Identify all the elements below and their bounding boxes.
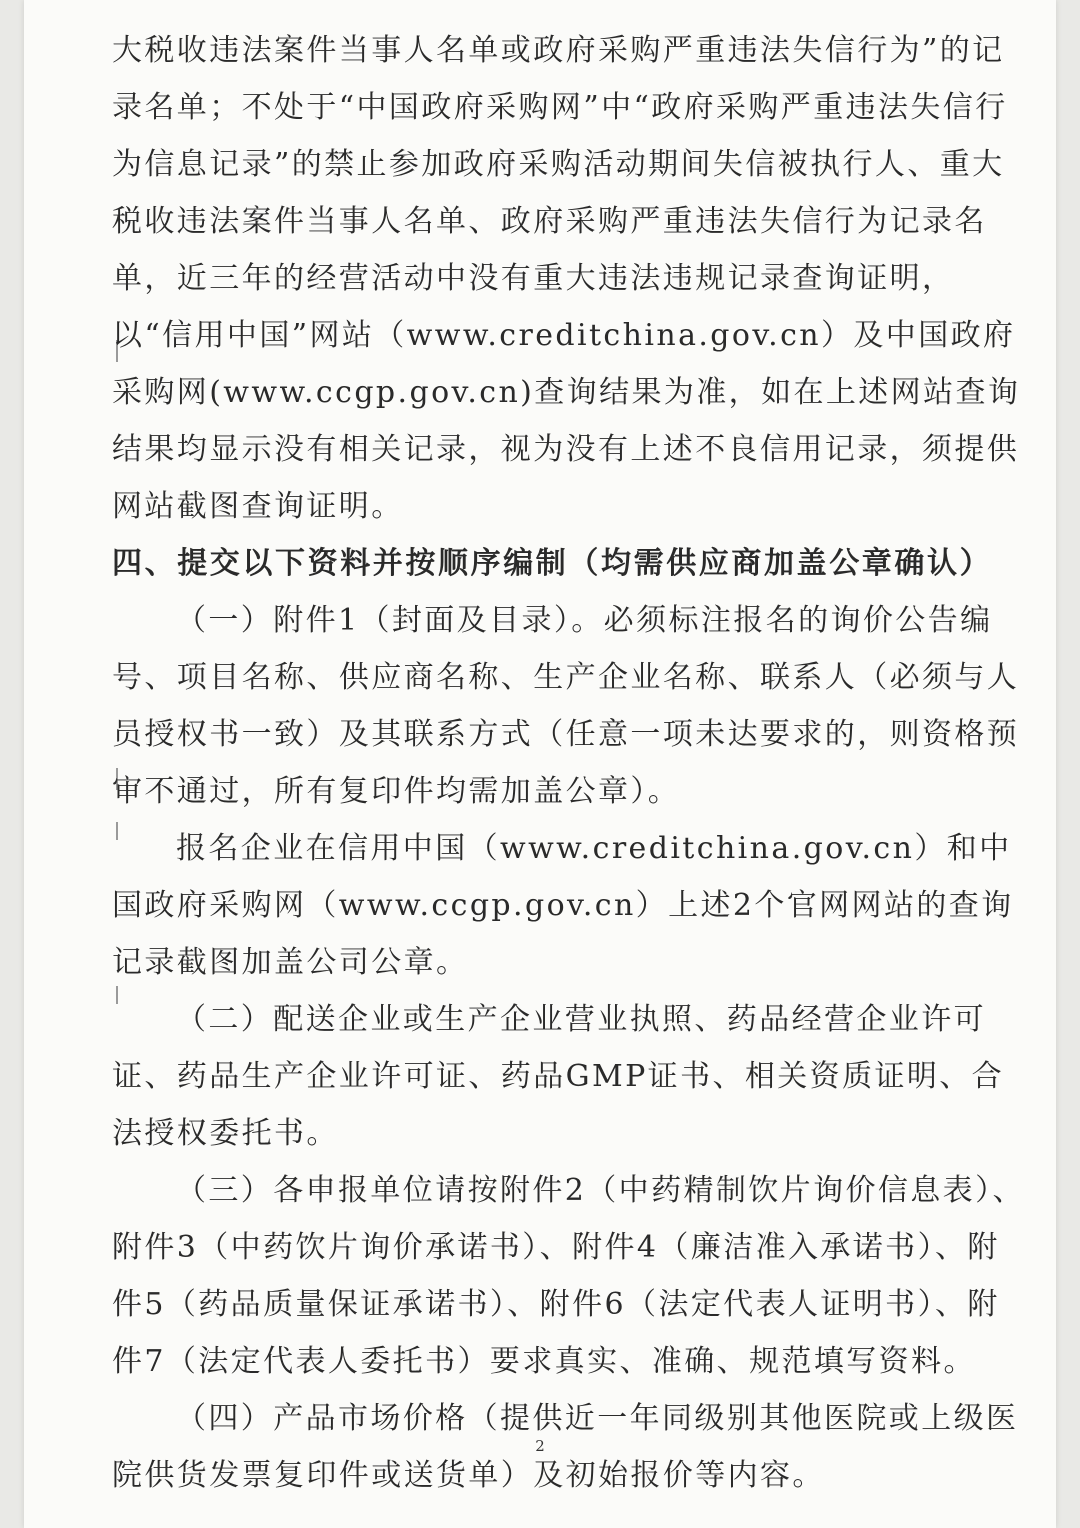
paragraph-credit-check: 大税收违法案件当事人名单或政府采购严重违法失信行为”的记录名单；不处于“中国政府采购网”中“政府采购严重违法失信行为信息记录”的禁止参加政府采购活动期间失信被执行人、重大税收违法案件当事人名单、政府采购严重违法失信行为记录名单，近三年的经营活动中没有重大违法违规记录查询证明，以“信用中国”网站（www.creditchina.gov.cn）及中国政府采购网(www.ccgp.gov.cn)查询结果为准，如在上述网站查询结果均显示没有相关记录，视为没有上述不良信用记录，须提供网站截图查询证明。 xyxy=(112,33,1021,524)
document-body xyxy=(112,22,1032,1504)
paragraph-item-2: （二）配送企业或生产企业营业执照、药品经营企业许可证、药品生产企业许可证、药品GMP证书、相关资质证明、合法授权委托书。 xyxy=(112,1002,1005,1151)
paragraph-item-3: （三）各申报单位请按附件2（中药精制饮片询价信息表）、附件3（中药饮片询价承诺书）、附件4（廉洁准入承诺书）、附件5（药品质量保证承诺书）、附件6（法定代表人证明书）、附件7（法定代表人委托书）要求真实、准确、规范填写资料。 xyxy=(112,1173,1025,1379)
document-page xyxy=(24,0,1056,1528)
paragraph-item-1: （一）附件1（封面及目录）。必须标注报名的询价公告编号、项目名称、供应商名称、生产企业名称、联系人（必须与人员授权书一致）及其联系方式（任意一项未达要求的，则资格预审不通过，所有复印件均需加盖公章）。 xyxy=(112,603,1020,809)
paragraph-item-4: （四）产品市场价格（提供近一年同级别其他医院或上级医院供货发票复印件或送货单）及初始报价等内容。 xyxy=(112,1401,1019,1493)
section-heading-4: 四、提交以下资料并按顺序编制（均需供应商加盖公章确认） xyxy=(112,546,993,581)
paragraph-screenshot-note: 报名企业在信用中国（www.creditchina.gov.cn）和中国政府采购网（www.ccgp.gov.cn）上述2个官网网站的查询记录截图加盖公司公章。 xyxy=(112,831,1014,980)
page-number: 2 xyxy=(535,1437,545,1455)
